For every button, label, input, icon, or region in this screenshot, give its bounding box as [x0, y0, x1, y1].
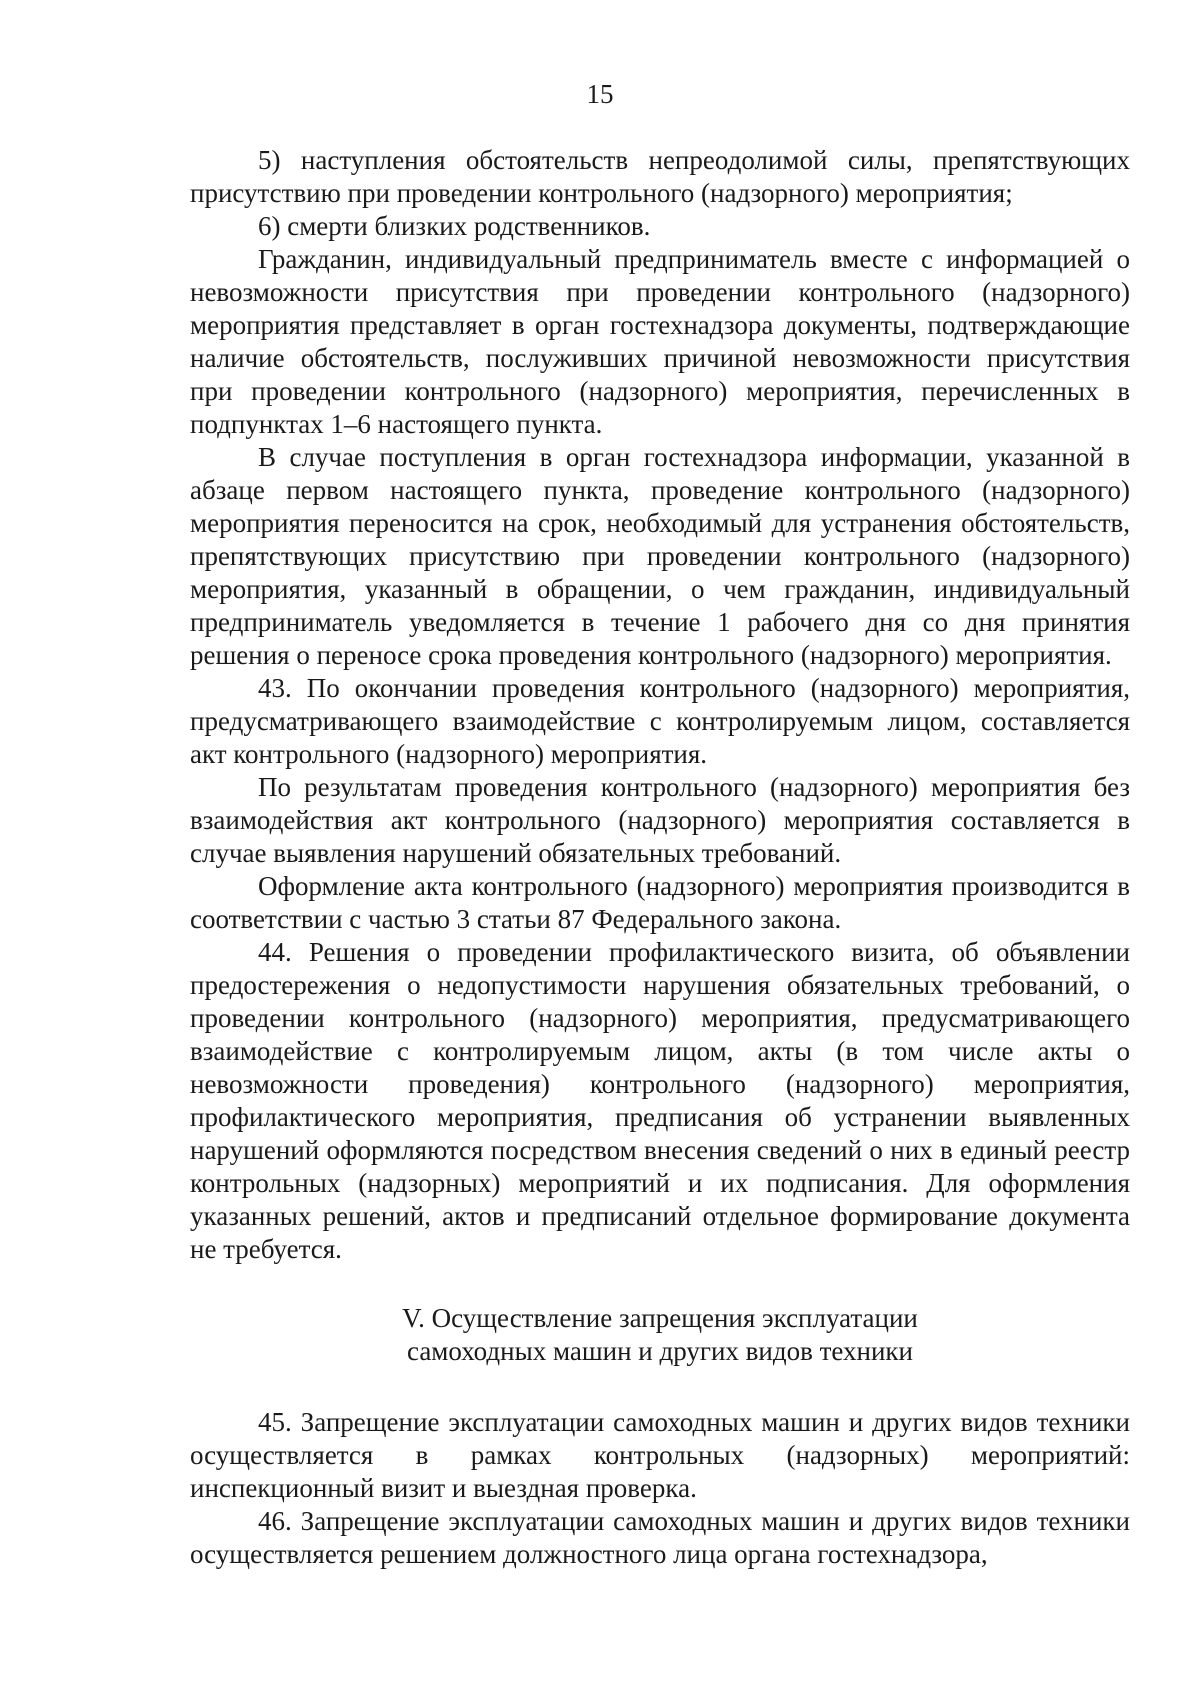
- paragraph-postponement: В случае поступления в орган гостехнадзора информации, указанной в абзаце первом настоящего пункта, проведение контрольного (надзорного) мероприятия переносится на срок, необходимый для устранения обстоятельств, препятствующих присутствию при проведении контрольного (надзорного) мероприятия, указанный в обращении, о чем гражданин, индивидуальный предприниматель уведомляется в течение 1 рабочего дня со дня принятия решения о переносе срока проведения контрольного (надзорного) мероприятия.: [190, 442, 1130, 670]
- paragraph-43: 43. По окончании проведения контрольного (надзорного) мероприятия, предусматривающего взаимодействие с контролируемым лицом, составляется акт контрольного (надзорного) мероприятия.: [190, 673, 1130, 769]
- paragraph-item-5: 5) наступления обстоятельств непреодолимой силы, препятствующих присутствию при проведении контрольного (надзорного) мероприятия;: [190, 145, 1130, 208]
- document-body: [190, 144, 1130, 1571]
- section-heading: [190, 1302, 1130, 1368]
- paragraph-documents: Гражданин, индивидуальный предприниматель вместе с информацией о невозможности присутствия при проведении контрольного (надзорного) мероприятия представляет в орган гостехнадзора документы, подтверждающие наличие обстоятельств, послуживших причиной невозможности присутствия при проведении контрольного (надзорного) мероприятия, перечисленных в подпунктах 1–6 настоящего пункта.: [190, 244, 1130, 439]
- paragraph-44: 44. Решения о проведении профилактического визита, об объявлении предостережения о недопустимости нарушения обязательных требований, о проведении контрольного (надзорного) мероприятия, предусматривающего взаимодействие с контролируемым лицом, акты (в том числе акты о невозможности проведения) контрольного (надзорного) мероприятия, профилактического мероприятия, предписания об устранении выявленных нарушений оформляются посредством внесения сведений о них в единый реестр контрольных (надзорных) мероприятий и их подписания. Для оформления указанных решений, актов и предписаний отдельное формирование документа не требуется.: [190, 937, 1130, 1264]
- paragraph-act-without-interaction: По результатам проведения контрольного (надзорного) мероприятия без взаимодействия акт контрольного (надзорного) мероприятия составляется в случае выявления нарушений обязательных требований.: [190, 772, 1130, 868]
- paragraph-item-6: 6) смерти близких родственников.: [258, 211, 651, 241]
- page-number: 15: [586, 79, 614, 109]
- section-heading-line-2: самоходных машин и других видов техники: [407, 1336, 913, 1366]
- paragraph-45: 45. Запрещение эксплуатации самоходных машин и других видов техники осуществляется в рамках контрольных (надзорных) мероприятий: инспекционный визит и выездная проверка.: [190, 1407, 1130, 1503]
- paragraph-46: 46. Запрещение эксплуатации самоходных машин и других видов техники осуществляется решением должностного лица органа гостехнадзора,: [190, 1506, 1130, 1569]
- section-heading-line-1: V. Осуществление запрещения эксплуатации: [402, 1303, 918, 1333]
- paragraph-act-formatting: Оформление акта контрольного (надзорного) мероприятия производится в соответствии с частью 3 статьи 87 Федерального закона.: [190, 871, 1130, 934]
